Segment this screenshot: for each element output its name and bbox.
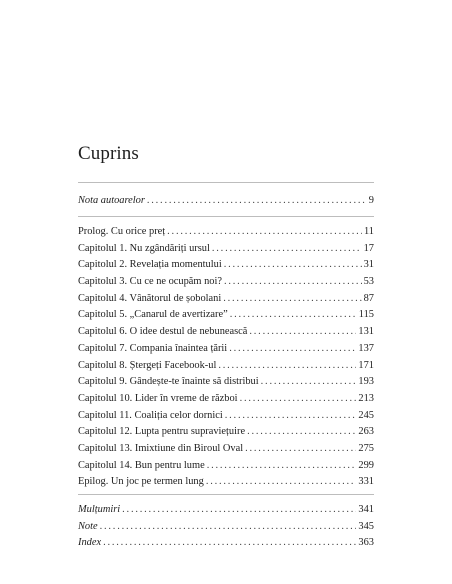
toc-entry-label: Capitolul 6. O idee destul de nebunească (78, 326, 248, 338)
toc-entry-page-number: 53 (363, 276, 374, 288)
toc-leader-dots (122, 502, 356, 519)
toc-entry-page-number: 193 (358, 376, 374, 388)
toc-section-chapters (78, 224, 374, 491)
toc-entry-label: Capitolul 1. Nu zgândăriți ursul (78, 242, 210, 254)
toc-entry (78, 474, 374, 491)
toc-entry (78, 408, 374, 425)
toc-entry-page-number: 341 (358, 504, 374, 515)
toc-entry-page-number: 131 (358, 326, 374, 338)
toc-leader-dots (207, 458, 357, 475)
toc-entry (78, 193, 374, 210)
toc-leader-dots (212, 241, 362, 258)
toc-entry (78, 519, 374, 536)
toc-entry (78, 424, 374, 441)
toc-entry-label: Capitolul 11. Coaliția celor dornici (78, 409, 223, 421)
toc-entry-page-number: 363 (358, 537, 374, 549)
toc-entry (78, 291, 374, 308)
toc-entry-label: Capitolul 9. Gândește-te înainte să distribui (78, 376, 259, 388)
divider-middle (78, 216, 374, 217)
toc-entry (78, 341, 374, 358)
toc-entry-page-number: 345 (358, 520, 374, 532)
toc-entry-label: Epilog. Un joc pe termen lung (78, 476, 204, 488)
toc-entry (78, 358, 374, 375)
toc-entry-page-number: 87 (363, 292, 374, 304)
toc-entry-page-number: 275 (358, 442, 374, 454)
toc-entry-label: Capitolul 8. Ștergeți Facebook-ul (78, 359, 217, 371)
toc-entry (78, 307, 374, 324)
toc-entry (78, 441, 374, 458)
toc-entry-page-number: 17 (363, 242, 374, 254)
toc-entry-page-number: 137 (358, 342, 374, 354)
toc-entry-label: Capitolul 2. Revelația momentului (78, 259, 222, 271)
toc-entry (78, 257, 374, 274)
toc-leader-dots (225, 408, 357, 425)
toc-entry-label: Capitolul 3. Cu ce ne ocupăm noi? (78, 276, 222, 288)
toc-leader-dots (206, 474, 357, 491)
toc-leader-dots (147, 193, 367, 210)
toc-entry-label: Prolog. Cu orice preț (78, 226, 166, 237)
page-title: Cuprins (78, 143, 139, 164)
toc-entry-label: Capitolul 4. Vânătorul de șobolani (78, 292, 222, 304)
toc-entry-page-number: 11 (363, 226, 374, 237)
toc-entry-page-number: 31 (363, 259, 374, 271)
toc-leader-dots (247, 424, 356, 441)
toc-section-front (78, 193, 374, 210)
toc-entry (78, 391, 374, 408)
toc-leader-dots (224, 257, 362, 274)
toc-entry-page-number: 331 (358, 476, 374, 488)
toc-entry-label: Capitolul 14. Bun pentru lume (78, 459, 205, 471)
toc-entry-page-number: 115 (358, 309, 374, 321)
toc-entry (78, 502, 374, 519)
divider-bottom (78, 494, 374, 495)
toc-leader-dots (229, 341, 356, 358)
toc-leader-dots (167, 224, 362, 241)
toc-leader-dots (223, 291, 361, 308)
toc-entry (78, 458, 374, 475)
toc-entry (78, 374, 374, 391)
toc-entry-label: Nota autoarelor (78, 195, 145, 206)
toc-entry (78, 241, 374, 258)
toc-entry-label: Capitolul 12. Lupta pentru supraviețuire (78, 426, 246, 438)
toc-entry-page-number: 9 (368, 195, 374, 206)
toc-entry (78, 324, 374, 341)
toc-leader-dots (245, 441, 356, 458)
divider-top (78, 182, 374, 183)
toc-entry (78, 274, 374, 291)
toc-leader-dots (224, 274, 362, 291)
toc-leader-dots (218, 358, 356, 375)
toc-leader-dots (230, 307, 357, 324)
toc-entry-label: Mulțumiri (78, 504, 121, 515)
toc-section-back (78, 502, 374, 552)
toc-leader-dots (100, 519, 357, 536)
toc-entry-page-number: 213 (358, 392, 374, 404)
toc-leader-dots (240, 391, 357, 408)
toc-leader-dots (249, 324, 356, 341)
toc-entry-label: Capitolul 7. Compania înaintea țării (78, 342, 228, 354)
toc-entry (78, 535, 374, 552)
toc-entry-page-number: 245 (358, 409, 374, 421)
toc-entry-label: Capitolul 5. „Canarul de avertizare” (78, 309, 228, 321)
toc-leader-dots (261, 374, 357, 391)
toc-entry-label: Index (78, 537, 102, 549)
toc-entry (78, 224, 374, 241)
toc-entry-label: Capitolul 13. Imixtiune din Biroul Oval (78, 442, 244, 454)
toc-entry-page-number: 299 (358, 459, 374, 471)
toc-entry-page-number: 171 (358, 359, 374, 371)
toc-entry-label: Capitolul 10. Lider în vreme de război (78, 392, 238, 404)
toc-leader-dots (103, 535, 356, 552)
toc-entry-label: Note (78, 520, 98, 532)
toc-entry-page-number: 263 (358, 426, 374, 438)
